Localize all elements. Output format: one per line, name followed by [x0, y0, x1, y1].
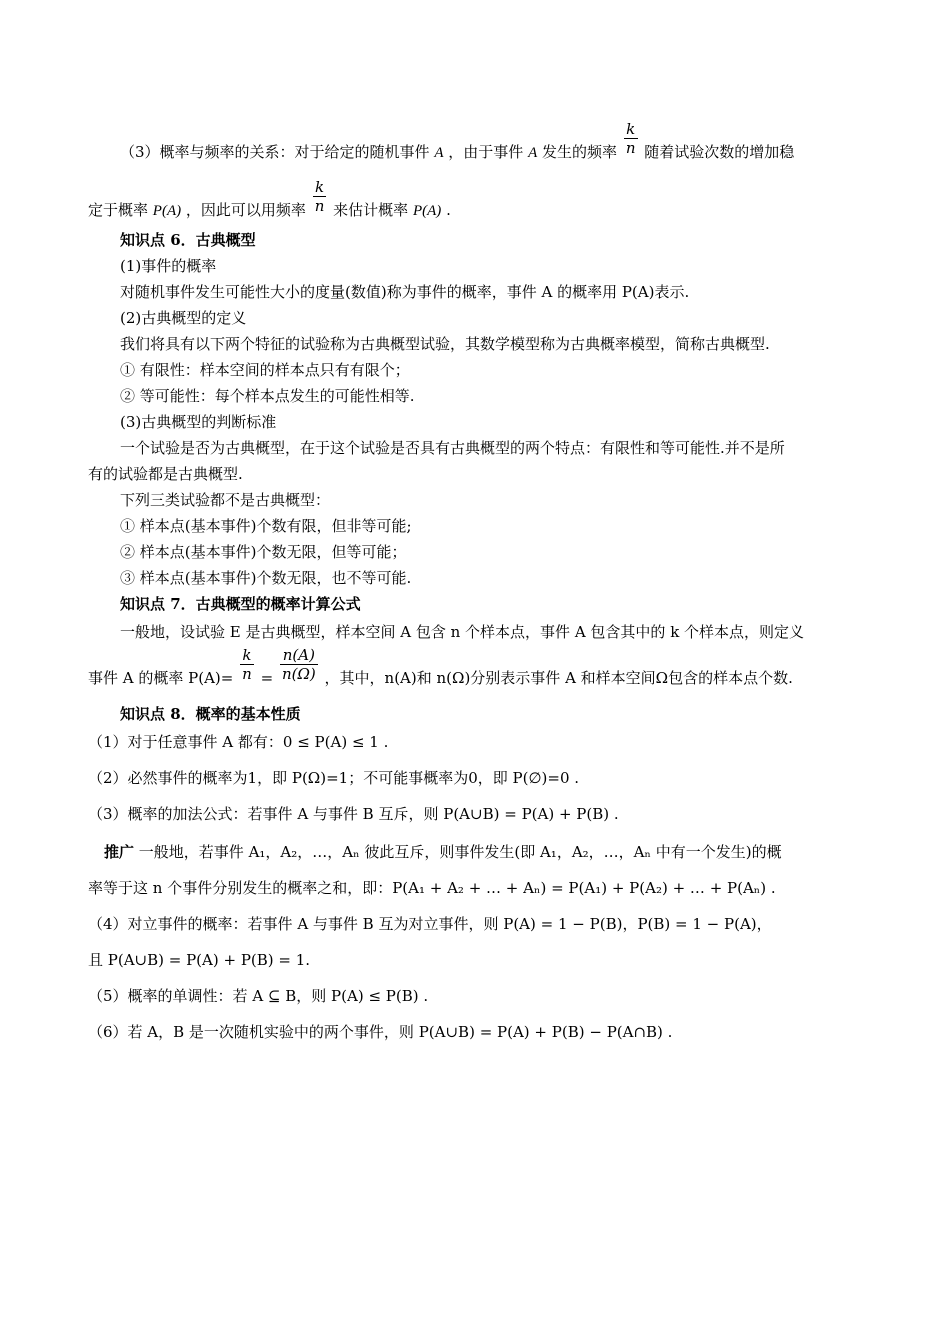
- k6-line: 下列三类试验都不是古典概型：: [120, 491, 331, 509]
- frac-den: n: [625, 138, 636, 157]
- k6-line: (3)古典概型的判断标准: [120, 413, 277, 431]
- ext-label: 推广: [104, 843, 135, 861]
- k6-line: ② 样本点(基本事件)个数无限，但等可能；: [120, 543, 407, 561]
- k8-line: （4）对立事件的概率：若事件 A 与事件 B 互为对立事件，则 P(A) = 1 − P(B)，P(B) = 1 − P(A)，: [88, 915, 772, 933]
- text: ，因此可以用频率: [185, 201, 306, 219]
- k8-line: 且 P(A∪B) = P(A) + P(B) = 1.: [88, 951, 311, 969]
- k6-line: ③ 样本点(基本事件)个数无限，也不等可能.: [120, 569, 412, 587]
- frac-num: k: [313, 178, 327, 197]
- k6-line: 我们将具有以下两个特征的试验称为古典概型试验，其数学模型称为古典概率模型，简称古典概型.: [120, 335, 770, 353]
- k8-line: （2）必然事件的概率为1，即 P(Ω)=1；不可能事概率为0，即 P(∅)=0 .: [88, 769, 580, 787]
- fraction-k-n: [240, 646, 254, 683]
- fraction-nA-nOmega: [280, 646, 318, 683]
- k7-line: 一般地，设试验 E 是古典概型，样本空间 A 包含 n 个样本点，事件 A 包含其中的 k 个样本点，则定义: [120, 623, 805, 641]
- text: 一般地，若事件 A₁，A₂，…，Aₙ 彼此互斥，则事件发生(即 A₁，A₂，…，Aₙ 中有一个发生)的概: [138, 843, 782, 861]
- text: =: [260, 669, 274, 687]
- text: 来估计概率: [333, 201, 409, 219]
- frac-num: k: [624, 120, 638, 139]
- k7-title: 知识点 7．古典概型的概率计算公式: [120, 595, 361, 613]
- frac-num: k: [240, 646, 254, 665]
- k6-line: (1)事件的概率: [120, 257, 217, 275]
- text: ，由于事件: [448, 143, 524, 161]
- text: 随着试验次数的增加稳: [644, 143, 795, 161]
- math-expr: P(A): [412, 203, 442, 219]
- text: （3）概率与频率的关系：对于给定的随机事件: [120, 143, 430, 161]
- k8-line: （3）概率的加法公式：若事件 A 与事件 B 互斥，则 P(A∪B) = P(A) + P(B) .: [88, 805, 619, 823]
- k8-title: 知识点 8．概率的基本性质: [120, 705, 301, 723]
- frac-den: n: [314, 196, 325, 215]
- para-3-line2: [88, 177, 451, 221]
- k6-line: 一个试验是否为古典概型，在于这个试验是否具有古典概型的两个特点：有限性和等可能性.并不是所: [120, 439, 785, 457]
- k6-line: ② 等可能性：每个样本点发生的可能性相等.: [120, 387, 415, 405]
- k6-line: 对随机事件发生可能性大小的度量(数值)称为事件的概率，事件 A 的概率用 P(A)表示.: [120, 283, 690, 301]
- text: 定于概率: [88, 201, 149, 219]
- fraction-k-n: [313, 178, 327, 215]
- k6-line: ① 有限性：样本空间的样本点只有有限个；: [120, 361, 410, 379]
- math-var: A: [528, 145, 538, 161]
- k8-line: （1）对于任意事件 A 都有：0 ≤ P(A) ≤ 1 .: [88, 733, 389, 751]
- frac-den: n: [242, 664, 252, 683]
- text: .: [446, 201, 451, 219]
- frac-den: n(Ω): [281, 664, 316, 683]
- k6-line: (2)古典概型的定义: [120, 309, 247, 327]
- k8-line: （6）若 A，B 是一次随机实验中的两个事件，则 P(A∪B) = P(A) + P(B) − P(A∩B) .: [88, 1023, 673, 1041]
- k8-line: 率等于这 n 个事件分别发生的概率之和，即：P(A₁ + A₂ + … + Aₙ) = P(A₁) + P(A₂) + … + P(Aₙ) .: [88, 879, 776, 897]
- frac-num: n(A): [280, 646, 318, 665]
- math-var: A: [434, 145, 444, 161]
- k8-line: （5）概率的单调性：若 A ⊆ B，则 P(A) ≤ P(B) .: [88, 987, 429, 1005]
- k6-line: 有的试验都是古典概型.: [88, 465, 243, 483]
- k6-line: ① 样本点(基本事件)个数有限，但非等可能;: [120, 517, 412, 535]
- k8-ext-line1: [104, 842, 782, 862]
- text: 事件 A 的概率 P(A)=: [88, 669, 234, 687]
- text: 发生的频率: [542, 143, 618, 161]
- k6-title: 知识点 6．古典概型: [120, 231, 256, 249]
- fraction-k-n: [624, 120, 638, 157]
- k7-formula-line: [88, 645, 793, 688]
- para-3-line1: [120, 119, 795, 163]
- text: ，其中，n(A)和 n(Ω)分别表示事件 A 和样本空间Ω包含的样本点个数.: [324, 669, 793, 687]
- math-expr: P(A): [152, 203, 182, 219]
